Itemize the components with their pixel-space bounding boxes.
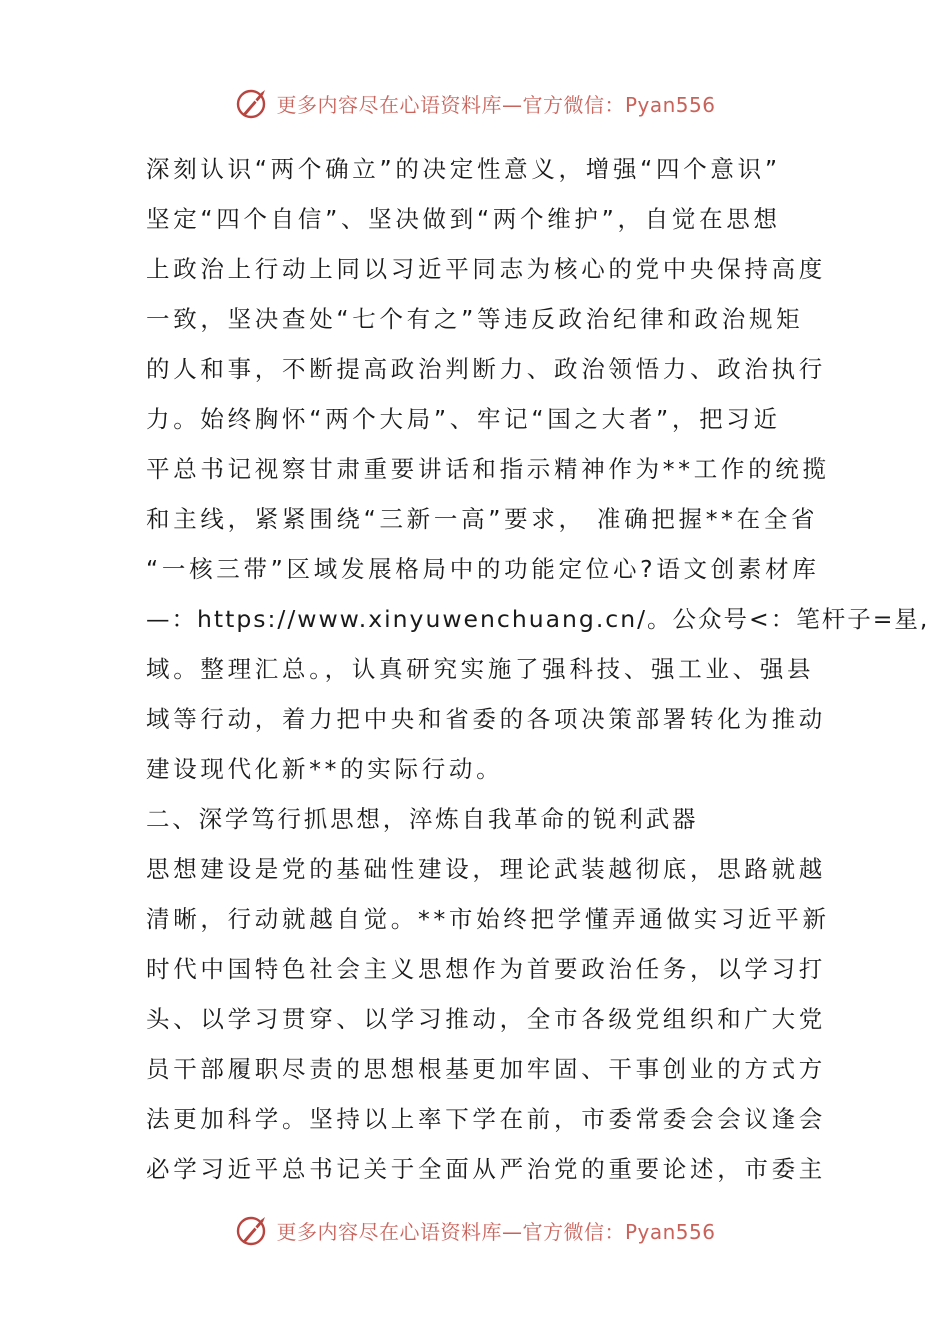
text-line: 思想建设是党的基础性建设，理论武装越彻底，思路就越: [146, 855, 826, 883]
document-body: [146, 144, 930, 1194]
text-line: 和主线，紧紧围绕“三新一高”要求， 准确把握**在全省: [146, 505, 819, 533]
text-line: 时代中国特色社会主义思想作为首要政治任务，以学习打: [146, 955, 826, 983]
text-line: 员干部履职尽责的思想根基更加牢固、干事创业的方式方: [146, 1055, 826, 1083]
text-line: 上政治上行动上同以习近平同志为核心的党中央保持高度: [146, 255, 826, 283]
text-line: 必学习近平总书记关于全面从严治党的重要论述，市委主: [146, 1155, 826, 1183]
header-watermark: [0, 82, 950, 124]
text-line: 域等行动，着力把中央和省委的各项决策部署转化为推动: [146, 705, 826, 733]
text-line: —：https://www.xinyuwenchuang.cn/。公众号<：笔杆子=星,: [146, 605, 930, 633]
watermark-text: 更多内容尽在心语资料库—官方微信：Pyan556: [276, 1219, 716, 1244]
text-line: 清晰，行动就越自觉。**市始终把学懂弄通做实习近平新: [146, 905, 830, 933]
text-line: 力。始终胸怀“两个大局”、牢记“国之大者”，把习近: [146, 405, 781, 433]
text-line: 坚定“四个自信”、坚决做到“两个维护”，自觉在思想: [146, 205, 781, 233]
section-heading: 二、深学笃行抓思想，淬炼自我革命的锐利武器: [146, 805, 699, 833]
quill-logo-icon: [234, 85, 270, 121]
quill-logo-icon: [234, 1212, 270, 1248]
text-line: 建设现代化新**的实际行动。: [146, 755, 504, 783]
text-line: 法更加科学。坚持以上率下学在前，市委常委会会议逢会: [146, 1105, 826, 1133]
footer-watermark: [0, 1209, 950, 1251]
text-line: 域。整理汇总。，认真研究实施了强科技、强工业、强县: [146, 655, 815, 683]
text-line: 头、以学习贯穿、以学习推动，全市各级党组织和广大党: [146, 1005, 826, 1033]
text-line: “一核三带”区域发展格局中的功能定位心?语文创素材库: [146, 555, 820, 583]
text-line: 的人和事，不断提高政治判断力、政治领悟力、政治执行: [146, 355, 826, 383]
text-line: 深刻认识“两个确立”的决定性意义，增强“四个意识”: [146, 155, 781, 183]
text-line: 平总书记视察甘肃重要讲话和指示精神作为**工作的统揽: [146, 455, 830, 483]
watermark-text: 更多内容尽在心语资料库—官方微信：Pyan556: [276, 92, 716, 117]
text-line: 一致，坚决查处“七个有之”等违反政治纪律和政治规矩: [146, 305, 804, 333]
